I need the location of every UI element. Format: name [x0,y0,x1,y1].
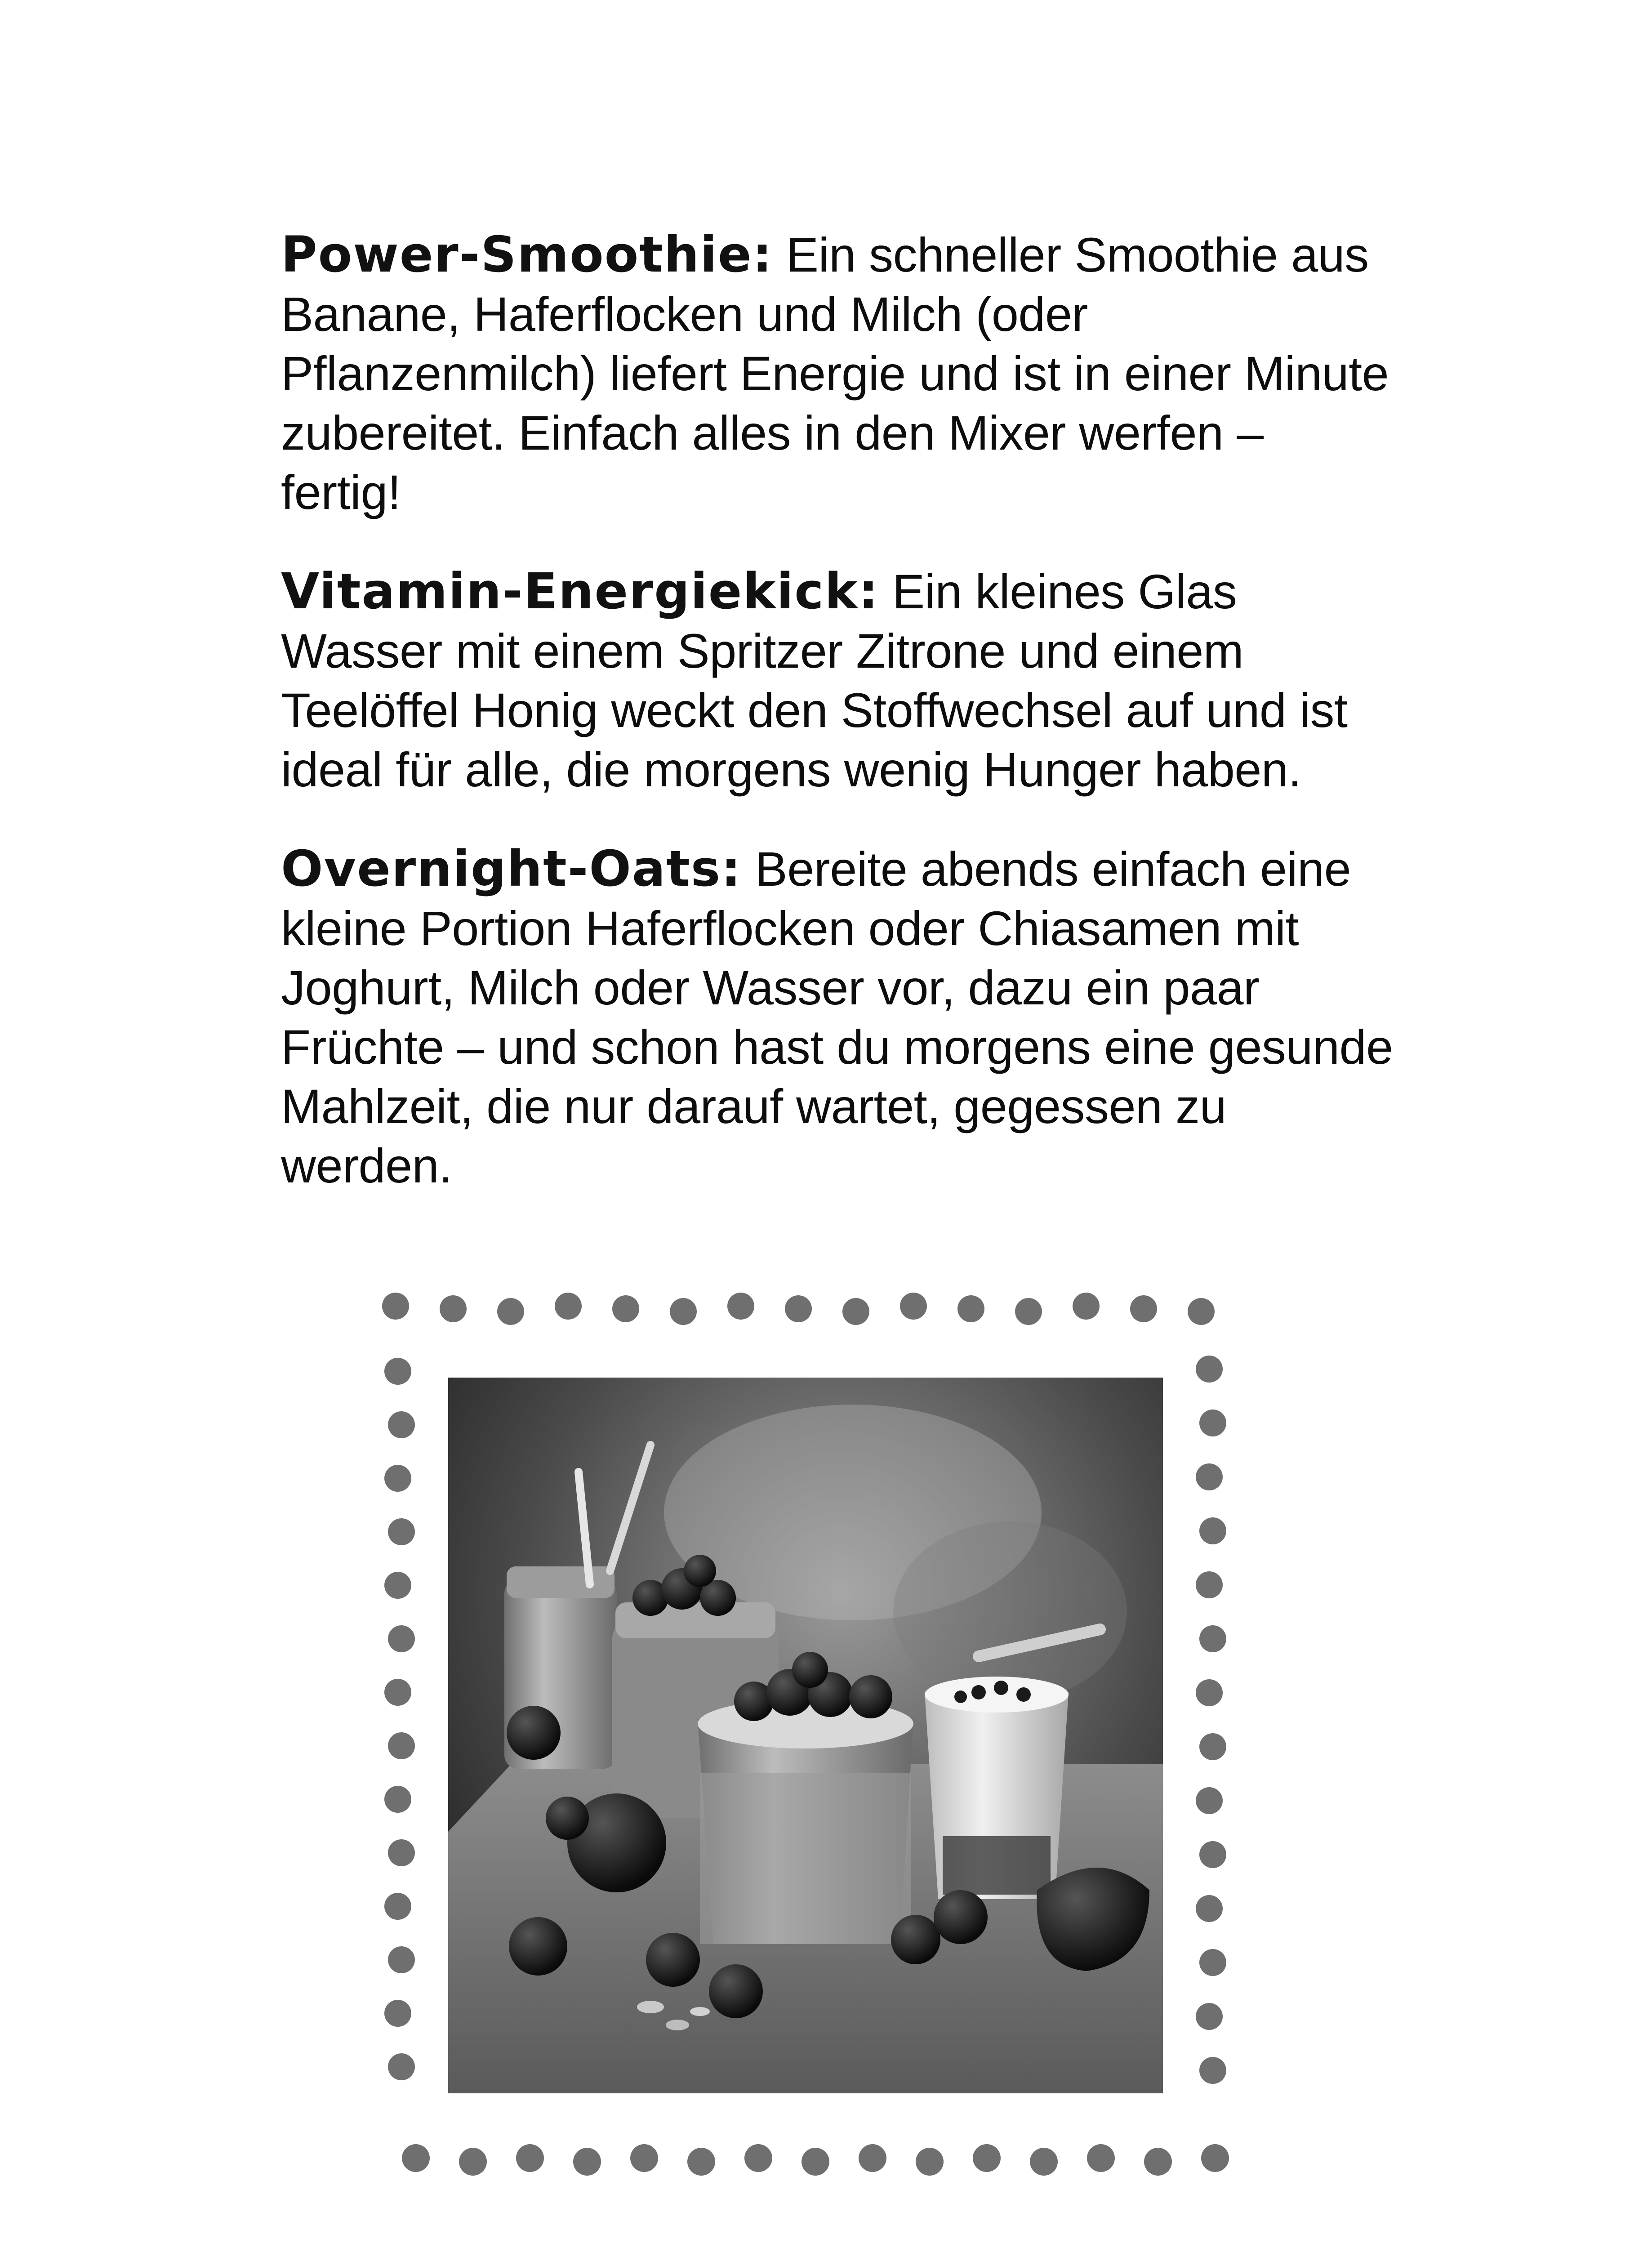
frame-dot [1196,1895,1223,1922]
frame-dot [802,2148,829,2176]
frame-dot [1130,1295,1157,1322]
frame-dot [1144,2148,1172,2176]
frame-dot [459,2148,487,2176]
frame-dot [916,2148,944,2176]
frame-dot [1196,1463,1223,1490]
frame-dot [384,1679,411,1706]
entry-text: Bereite abends einfach eine kleine Portion Haferflocken oder Chiasamen mit Joghurt, Milch oder Wasser vor, dazu ein paar Früchte – und schon hast du morgens eine gesunde Mahlzeit, die nur darauf wartet, gegessen zu werden. [281,842,1393,1193]
frame-dot [630,2144,658,2172]
frame-dot [727,1293,754,1320]
frame-dot [382,1293,409,1320]
smoothie-photo [448,1378,1163,2093]
frame-dot [384,1893,411,1920]
frame-dot [900,1293,927,1320]
frame-dot [384,1572,411,1599]
entry-text: Ein kleines Glas Wasser mit einem Spritzer Zitrone und einem Teelöffel Honig weckt den Stoffwechsel auf und ist ideal für alle, die morgens wenig Hunger haben. [281,564,1348,797]
frame-dot [402,2144,430,2172]
frame-dot [785,1295,812,1322]
frame-dot [1199,1409,1226,1436]
frame-dot [1073,1293,1100,1320]
frame-dot [957,1295,984,1322]
frame-dot [1030,2148,1058,2176]
frame-dot [497,1298,524,1325]
frame-dot [842,1298,869,1325]
frame-dot [388,1625,415,1652]
frame-dot [1196,1787,1223,1814]
frame-dot [1199,1625,1226,1652]
frame-dot [388,1518,415,1545]
entry-title: Overnight-Oats: [281,840,742,897]
frame-dot [1201,2144,1229,2172]
frame-dot [384,1786,411,1813]
entry-text: Ein schneller Smoothie aus Banane, Haferflocken und Milch (oder Pflanzenmilch) liefert Energie und ist in einer Minute zubereitet. Einfach alles in den Mixer werfen – fertig! [281,227,1389,519]
frame-dot [1199,1733,1226,1760]
frame-dot [388,1411,415,1438]
frame-dot [612,1295,639,1322]
frame-dot [1199,1949,1226,1976]
frame-dot [516,2144,544,2172]
frame-dot [388,2053,415,2080]
frame-dot [1199,1517,1226,1544]
frame-dot [388,1946,415,1973]
frame-dot [1196,1679,1223,1706]
frame-dot [859,2144,886,2172]
frame-dot [1188,1298,1215,1325]
frame-dot [440,1295,467,1322]
frame-dot [687,2148,715,2176]
frame-dot [573,2148,601,2176]
frame-dot [555,1293,582,1320]
frame-dot [1196,1571,1223,1598]
frame-dot [1196,2003,1223,2030]
frame-dot [1199,2057,1226,2084]
frame-dot [973,2144,1001,2172]
frame-dot [388,1732,415,1759]
entry-title: Vitamin-Energiekick: [281,562,879,620]
entry-title: Power-Smoothie: [281,226,773,283]
frame-dot [670,1298,697,1325]
frame-dot [384,1465,411,1492]
frame-dot [388,1839,415,1866]
frame-dot [384,2000,411,2027]
frame-dot [1015,1298,1042,1325]
frame-dot [384,1358,411,1385]
frame-dot [1087,2144,1115,2172]
frame-dot [744,2144,772,2172]
frame-dot [1199,1841,1226,1868]
frame-dot [1196,1356,1223,1383]
